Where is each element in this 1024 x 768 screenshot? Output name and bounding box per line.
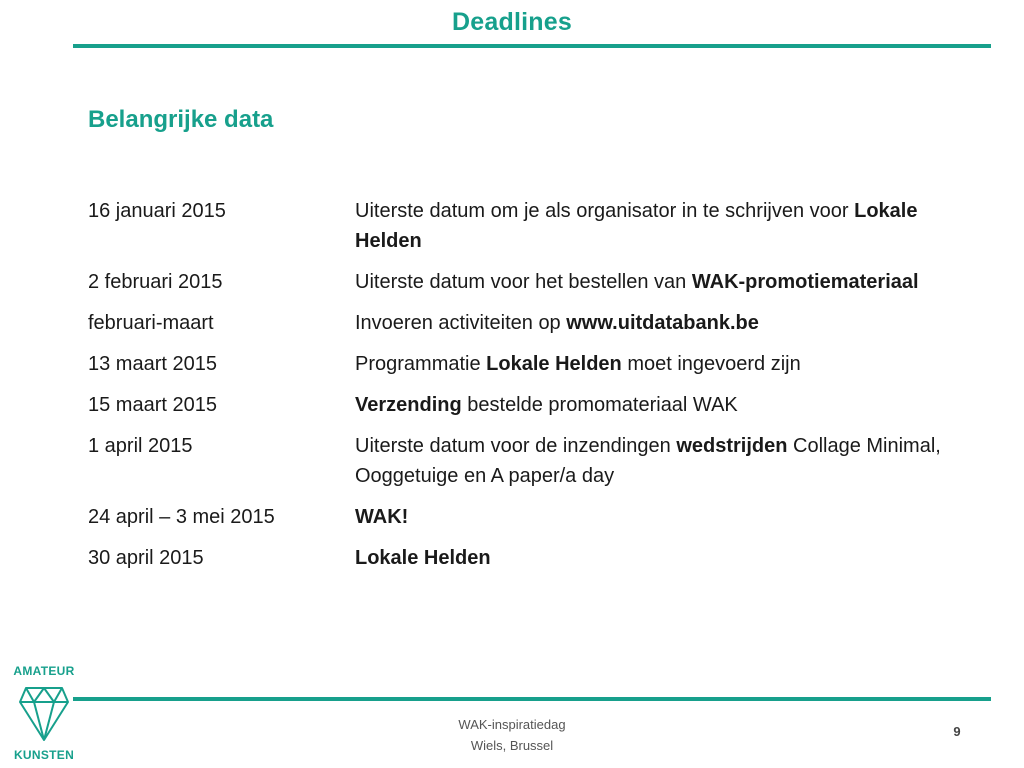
deadline-date: 24 april – 3 mei 2015 xyxy=(88,506,275,528)
deadline-date: 13 maart 2015 xyxy=(88,353,217,375)
logo-bottom-text: KUNSTEN xyxy=(13,748,75,762)
description-emphasis: wedstrijden xyxy=(676,435,788,457)
deadline-date: 2 februari 2015 xyxy=(88,271,223,293)
deadline-row xyxy=(88,308,968,338)
description-text: Uiterste datum voor het bestellen van xyxy=(355,271,692,293)
description-emphasis: Lokale Helden xyxy=(486,353,622,375)
deadline-date: 16 januari 2015 xyxy=(88,200,226,222)
footer xyxy=(362,714,662,756)
footer-location: Wiels, Brussel xyxy=(470,738,554,753)
page-number: 9 xyxy=(953,724,961,739)
description-text: Collage Minimal, Ooggetuige en A paper/a day xyxy=(355,435,941,487)
deadline-row xyxy=(88,267,968,297)
deadline-description xyxy=(355,267,955,297)
deadline-row xyxy=(88,390,968,420)
description-text: moet ingevoerd zijn xyxy=(621,353,801,375)
deadline-date: 1 april 2015 xyxy=(88,435,193,457)
deadline-description xyxy=(355,502,955,532)
deadline-date: 15 maart 2015 xyxy=(88,394,217,416)
deadline-description xyxy=(355,390,955,420)
deadline-date: 30 april 2015 xyxy=(88,547,204,569)
footer-event: WAK-inspiratiedag xyxy=(458,717,566,732)
description-emphasis: WAK! xyxy=(355,506,409,528)
deadline-row xyxy=(88,543,968,573)
diamond-icon xyxy=(18,682,70,744)
deadline-date: februari-maart xyxy=(88,312,214,334)
deadline-description xyxy=(355,308,955,338)
amateurkunsten-logo xyxy=(8,664,80,764)
deadline-description xyxy=(355,349,955,379)
deadline-description xyxy=(355,543,955,573)
deadline-description xyxy=(355,431,955,491)
slide-title: Deadlines xyxy=(452,8,572,36)
section-title: Belangrijke data xyxy=(88,106,274,133)
description-text: bestelde promomateriaal WAK xyxy=(461,394,738,416)
deadline-description xyxy=(355,196,955,256)
description-emphasis: Lokale Helden xyxy=(355,200,918,252)
description-text: Uiterste datum om je als organisator in te schrijven voor xyxy=(355,200,855,222)
deadline-list xyxy=(88,196,968,584)
description-emphasis: WAK-promotiemateriaal xyxy=(691,271,919,293)
deadline-row xyxy=(88,196,968,256)
bottom-divider xyxy=(73,697,991,701)
logo-top-text: AMATEUR xyxy=(13,664,75,678)
description-emphasis: Verzending xyxy=(355,394,462,416)
description-text: Uiterste datum voor de inzendingen xyxy=(355,435,677,457)
description-emphasis: www.uitdatabank.be xyxy=(566,312,759,334)
description-text: Invoeren activiteiten op xyxy=(355,312,567,334)
description-text: Programmatie xyxy=(355,353,487,375)
deadline-row xyxy=(88,502,968,532)
description-emphasis: Lokale Helden xyxy=(355,547,491,569)
top-divider xyxy=(73,44,991,48)
deadline-row xyxy=(88,431,968,491)
deadline-row xyxy=(88,349,968,379)
